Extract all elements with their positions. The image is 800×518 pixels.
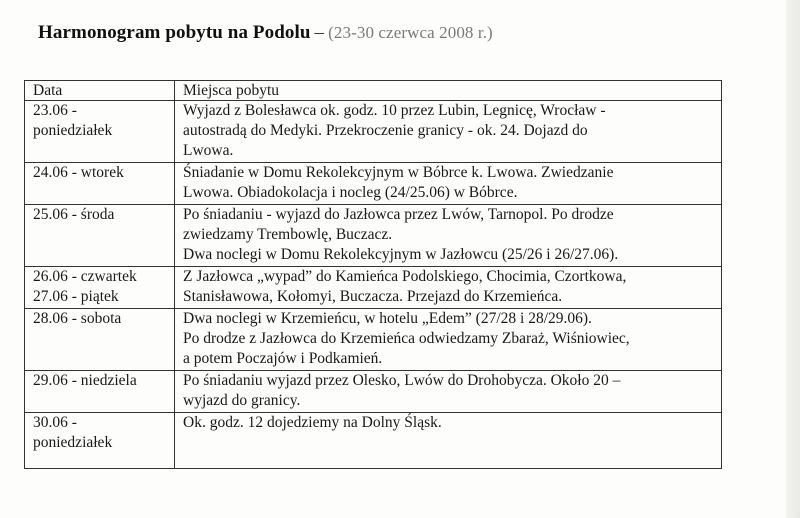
table-row <box>25 371 722 413</box>
places-line: zwiedzamy Trembowlę, Buczacz. <box>183 226 393 243</box>
date-line: poniedziałek <box>33 434 113 451</box>
table-row <box>25 413 722 469</box>
header-places: Miejsca pobytu <box>175 81 722 101</box>
date-line: 28.06 - sobota <box>33 310 122 327</box>
places-line: autostradą do Medyki. Przekroczenie granicy - ok. 24. Dojazd do <box>183 122 588 139</box>
title-main: Harmonogram pobytu na Podolu <box>38 22 311 43</box>
places-line: Śniadanie w Domu Rekolekcyjnym w Bóbrce k. Lwowa. Zwiedzanie <box>183 164 614 181</box>
date-line: 29.06 - niedziela <box>33 372 137 389</box>
table-row <box>25 163 722 205</box>
date-cell <box>25 205 175 267</box>
title-separator: – <box>314 22 325 43</box>
places-cell <box>175 413 722 469</box>
places-line: Z Jazłowca „wypad” do Kamieńca Podolskiego, Chocimia, Czortkowa, <box>183 268 627 285</box>
places-line: Stanisławowa, Kołomyi, Buczacza. Przejazd do Krzemieńca. <box>183 288 563 305</box>
date-line: 26.06 - czwartek <box>33 268 137 285</box>
places-line: Po śniadaniu - wyjazd do Jazłowca przez Lwów, Tarnopol. Po drodze <box>183 206 614 223</box>
date-line: poniedziałek <box>33 122 113 139</box>
title-dates: (23-30 czerwca 2008 r.) <box>328 23 493 42</box>
date-cell <box>25 101 175 163</box>
table-header-row <box>25 81 722 101</box>
date-line: 23.06 - <box>33 102 77 119</box>
table-row <box>25 267 722 309</box>
date-cell <box>25 371 175 413</box>
places-line: Po drodze z Jazłowca do Krzemieńca odwiedzamy Zbaraż, Wiśniowiec, <box>183 330 630 347</box>
places-line: a potem Poczajów i Podkamień. <box>183 350 383 367</box>
table-row <box>25 101 722 163</box>
date-cell <box>25 309 175 371</box>
document-title <box>38 22 493 44</box>
places-cell <box>175 205 722 267</box>
schedule-table <box>24 80 722 469</box>
scan-edge <box>786 0 800 518</box>
date-line: 30.06 - <box>33 414 77 431</box>
date-line: 25.06 - środa <box>33 206 115 223</box>
places-line: Po śniadaniu wyjazd przez Olesko, Lwów do Drohobycza. Około 20 – <box>183 372 621 389</box>
date-cell <box>25 163 175 205</box>
date-cell <box>25 413 175 469</box>
date-line: 27.06 - piątek <box>33 288 119 305</box>
places-line: Dwa noclegi w Krzemieńcu, w hotelu „Edem” (27/28 i 28/29.06). <box>183 310 592 327</box>
places-line: Wyjazd z Bolesławca ok. godz. 10 przez Lubin, Legnicę, Wrocław - <box>183 102 606 119</box>
places-line: wyjazd do granicy. <box>183 392 301 409</box>
places-cell <box>175 163 722 205</box>
table-row <box>25 309 722 371</box>
places-cell <box>175 101 722 163</box>
date-cell <box>25 267 175 309</box>
date-line: 24.06 - wtorek <box>33 164 124 181</box>
table-row <box>25 205 722 267</box>
places-cell <box>175 267 722 309</box>
header-date: Data <box>25 81 175 101</box>
places-line: Ok. godz. 12 dojedziemy na Dolny Śląsk. <box>183 414 442 431</box>
places-cell <box>175 371 722 413</box>
places-line: Lwowa. Obiadokolacja i nocleg (24/25.06) w Bóbrce. <box>183 184 518 201</box>
places-line: Lwowa. <box>183 142 234 159</box>
places-line: Dwa noclegi w Domu Rekolekcyjnym w Jazłowcu (25/26 i 26/27.06). <box>183 246 619 263</box>
places-cell <box>175 309 722 371</box>
